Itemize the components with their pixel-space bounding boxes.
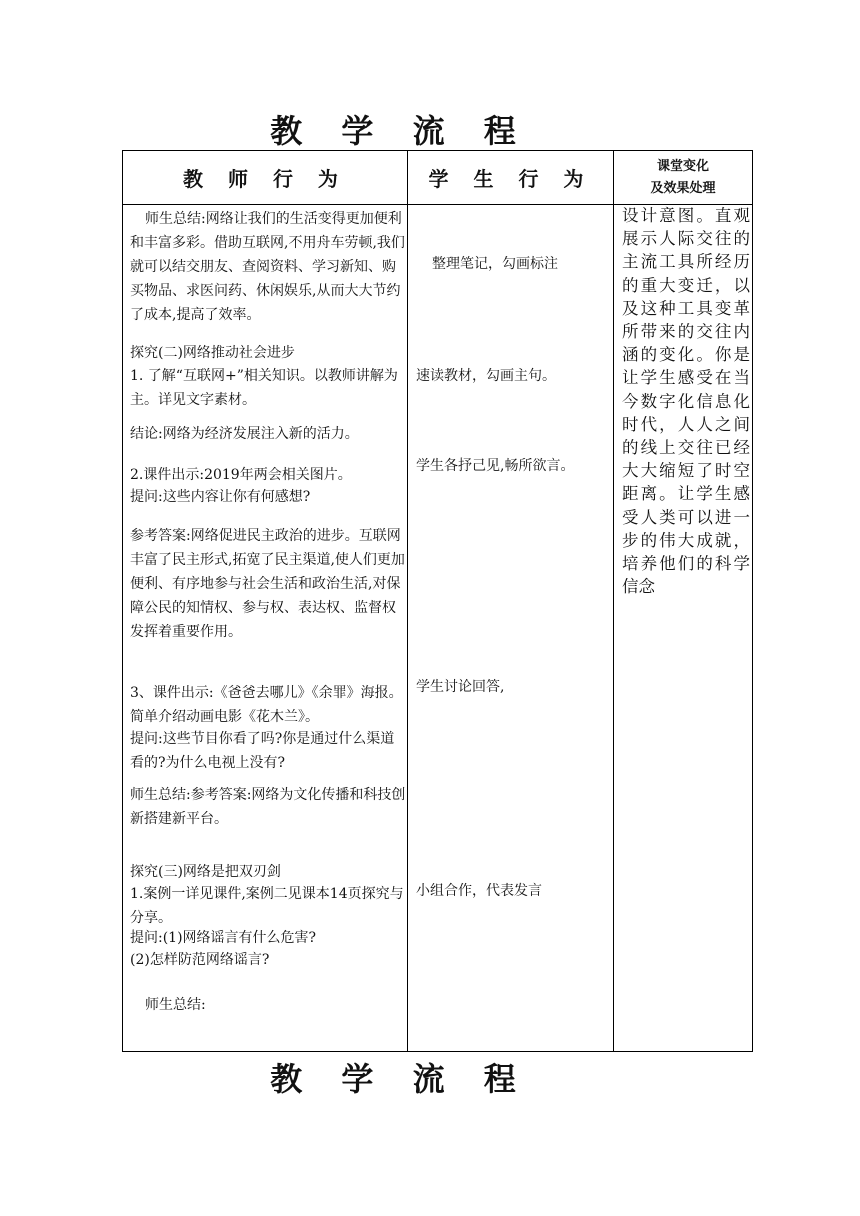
- header-effect-line2: 及效果处理: [650, 180, 716, 196]
- student-action-3: 学生各抒己见,畅所欲言。: [416, 458, 575, 474]
- header-effect: [614, 151, 752, 204]
- teacher-summary-2: 师生总结:参考答案:网络为文化传播和科技创新搭建新平台。: [130, 787, 406, 827]
- table-border-right: [752, 150, 753, 1052]
- header-teacher: 教 师 行 为: [183, 167, 347, 191]
- page-title-bottom: 教 学 流 程: [270, 1060, 530, 1098]
- table-border-bottom: [122, 1051, 753, 1052]
- answer-1: 参考答案:网络促进民主政治的进步。互联网丰富了民主形式,拓宽了民主渠道,使人们更加便利、有序地参与社会生活和政治生活,对保障公民的知情权、参与权、表达权、监督权发挥着重要作用。: [130, 528, 405, 640]
- item-3: 3、课件出示:《爸爸去哪儿》《余罪》海报。简单介绍动画电影《花木兰》。: [130, 685, 403, 725]
- explore-2-title: 探究(二)网络推动社会进步: [130, 345, 295, 361]
- header-student: 学 生 行 为: [428, 167, 593, 191]
- item-2-line-1: 2.课件出示:2019年两会相关图片。: [130, 467, 352, 483]
- student-action-5: 小组合作，代表发言: [416, 883, 542, 899]
- explore-3-title: 探究(三)网络是把双刃剑: [130, 864, 281, 880]
- page-title: 教 学 流 程: [270, 112, 530, 150]
- item-3-question: 提问:这些节目你看了吗?你是通过什么渠道看的?为什么电视上没有?: [130, 731, 395, 771]
- student-action-4: 学生讨论回答,: [416, 679, 505, 695]
- item-2-line-2: 提问:这些内容让你有何感想?: [130, 489, 311, 505]
- teacher-summary-1: 师生总结:网络让我们的生活变得更加便利和丰富多彩。借助互联网,不用舟车劳顿,我们就可以结交朋友、查阅资料、学习新知、购买物品、求医问药、休闲娱乐,从而大大节约了成本,提高了效率。: [130, 211, 405, 323]
- explore-3-item-1: 1.案例一详见课件,案例二见课本14页探究与分享。: [130, 886, 404, 926]
- teaching-flow-table: [122, 150, 753, 1052]
- explore-2-item-1: 1. 了解“互联网+”相关知识。以教师讲解为主。详见文字素材。: [130, 368, 398, 408]
- teacher-summary-3: 师生总结:: [145, 997, 206, 1013]
- conclusion: 结论:网络为经济发展注入新的活力。: [130, 426, 359, 442]
- student-action-1: 整理笔记，勾画标注: [432, 256, 558, 272]
- explore-3-question-1: 提问:(1)网络谣言有什么危害?: [130, 930, 317, 946]
- column-divider-2: [613, 150, 614, 1052]
- design-intent: 设计意图。直观展示人际交往的主流工具所经历的重大变迁，以及这种工具变革所带来的交往内涵的变化。你是让学生感受在当今数字化信息化时代，人人之间的线上交往已经大大缩短了时空距离。让学生感受人类可以进一步的伟大成就，培养他们的科学信念: [622, 206, 750, 597]
- table-border-left: [122, 150, 123, 1052]
- explore-3-question-2: (2)怎样防范网络谣言?: [130, 952, 270, 968]
- header-effect-line1: 课堂变化: [656, 158, 709, 174]
- column-divider-1: [407, 150, 408, 1052]
- student-action-2: 速读教材，勾画主句。: [416, 368, 556, 384]
